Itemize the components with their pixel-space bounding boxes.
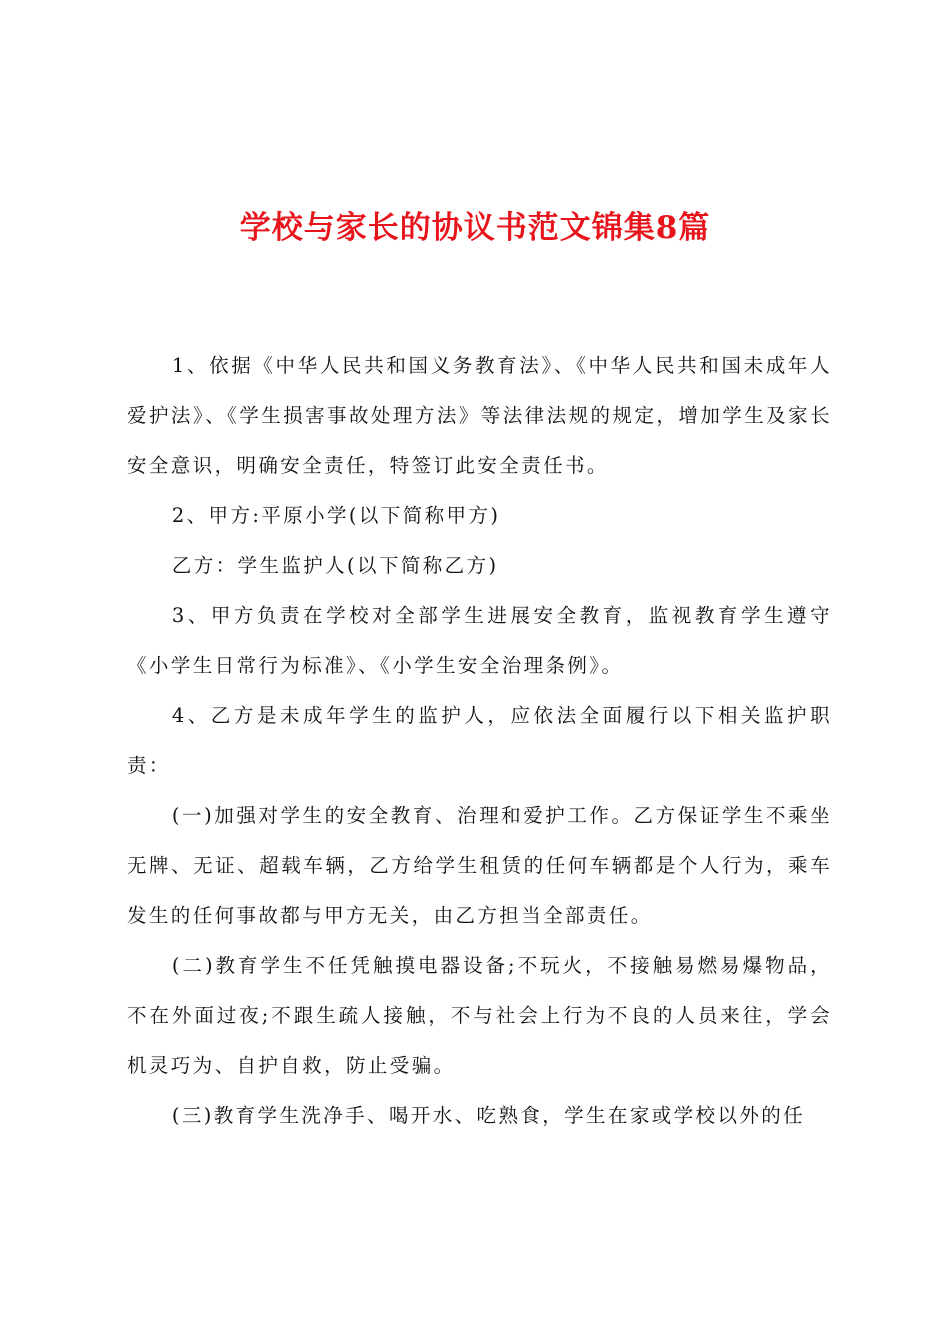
paragraph-7: (二)教育学生不任凭触摸电器设备;不玩火，不接触易燃易爆物品，不在外面过夜;不跟生疏人接触，不与社会上行为不良的人员来往，学会机灵巧为、自护自救，防止受骗。 (127, 954, 832, 1077)
paragraph-4: 3、甲方负责在学校对全部学生进展安全教育，监视教育学生遵守《小学生日常行为标准》、《小学生安全治理条例》。 (127, 604, 832, 677)
paragraph-3: 乙方：学生监护人(以下简称乙方) (171, 554, 499, 577)
paragraph-1: 1、依据《中华人民共和国义务教育法》、《中华人民共和国未成年人爱护法》、《学生损害事故处理方法》等法律法规的规定，增加学生及家长安全意识，明确安全责任，特签订此安全责任书。 (127, 354, 832, 477)
paragraph-6: (一)加强对学生的安全教育、治理和爱护工作。乙方保证学生不乘坐无牌、无证、超载车辆，乙方给学生租赁的任何车辆都是个人行为，乘车发生的任何事故都与甲方无关，由乙方担当全部责任。 (127, 804, 832, 927)
document-title: 学校与家长的协议书范文锦集8篇 (239, 210, 711, 246)
paragraph-8: (三)教育学生洗净手、喝开水、吃熟食，学生在家或学校以外的任 (171, 1104, 806, 1127)
document-body (127, 341, 832, 1141)
paragraph-2: 2、甲方:平原小学(以下简称甲方) (171, 504, 501, 527)
paragraph-5: 4、乙方是未成年学生的监护人，应依法全面履行以下相关监护职责： (127, 704, 832, 777)
